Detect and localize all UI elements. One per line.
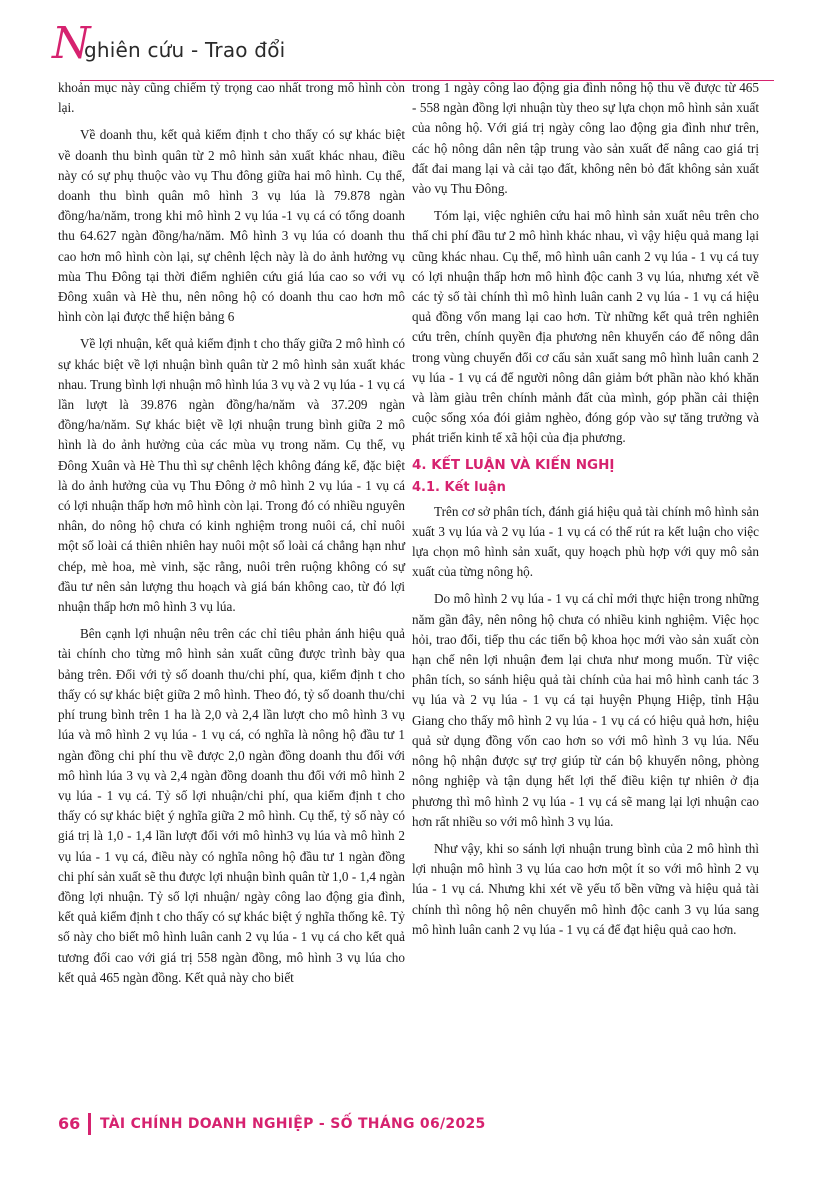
body-paragraph: Bên cạnh lợi nhuận nêu trên các chỉ tiêu phản ánh hiệu quả tài chính cho từng mô hình sản xuất cũng được trình bày qua bảng trên. Đối với tỷ số doanh thu/chi phí, qua, kiểm định t cho thấy có sự khác biệt giữa 2 mô hình. Theo đó, tỷ số doanh thu/chi phí trung bình trên 1 ha là 2,0 và 2,4 lần lượt cho mô hình 3 vụ lúa và mô hình 2 vụ lúa - 1 vụ cá, có nghĩa là nông hộ đầu tư 1 ngàn đồng chi phí thu về được 2,0 ngàn đồng doanh thu đối với mô hình lúa 3 vụ và 2,4 ngàn đồng doanh thu đối với mô hình 2 vụ lúa - 1 vụ cá. Tỷ số lợi nhuận/chi phí, qua kiểm định t cho thấy có sự khác biệt ý nghĩa giữa 2 mô hình. Cụ thể, tỷ số này có giá trị là 1,0 - 1,4 lần lượt đối với mô hình3 vụ lúa và mô hình 2 vụ lúa - 1 vụ cá, điều này có nghĩa nông hộ đầu tư 1 ngàn đồng chi phí sản xuất sẽ thu được lợi nhuận bình quân từ 1,0 - 1,4 ngàn đồng lợi nhuận. Tỷ số lợi nhuận/ ngày công lao động gia đình, kết quả kiểm định t cho thấy có sự khác biệt ý nghĩa thống kê. Tỷ số này cho biết mô hình luân canh 2 vụ lúa - 1 vụ cá cho kết quả tương đối cao với giá trị 558 ngàn đồng, mô hình 3 vụ lúa cho kết quả 465 ngàn đồng. Kết quả này cho biết — [58, 626, 405, 985]
footer-divider — [88, 1113, 91, 1135]
body-paragraph: Do mô hình 2 vụ lúa - 1 vụ cá chỉ mới thực hiện trong những năm gần đây, nên nông hộ chưa có nhiều kinh nghiệm. Việc học hỏi, trao đổi, tiếp thu các tiến bộ khoa học mới vào sản xuất còn hạn chế nên lợi nhuận đem lại chưa như mong muốn. Từ việc phân tích, so sánh hiệu quả tài chính của hai mô hình canh tác 3 vụ lúa và 2 vụ lúa - 1 vụ cá tại huyện Phụng Hiệp, tỉnh Hậu Giang cho thấy mô hình 2 vụ lúa - 1 vụ cá có hiệu quả hơn, hiệu quả sử dụng đồng vốn cao hơn so với mô hình 3 vụ lúa. Nếu nông hộ nhận được sự trợ giúp từ cán bộ khuyến nông, phòng nông nghiệp và tận dụng hết lợi thế điều kiện tự nhiên ở địa phương thì mô hình 2 vụ lúa - 1 vụ cá sẽ mang lại lợi nhuận cao hơn rất nhiều so với mô hình 3 vụ lúa. — [412, 591, 759, 829]
page-number: 66 — [58, 1114, 81, 1133]
page-footer — [58, 1112, 658, 1138]
journal-name: TÀI CHÍNH DOANH NGHIỆP - SỐ THÁNG 06/2025 — [100, 1116, 486, 1132]
body-paragraph: Trên cơ sở phân tích, đánh giá hiệu quả tài chính mô hình sản xuất 3 vụ lúa và 2 vụ lúa - 1 vụ cá có thể rút ra kết luận cho việc lựa chọn mô hình sản xuất, quy hoạch phù hợp với quy mô sản xuất của từng nông hộ. — [412, 503, 759, 580]
section-heading: 4. KẾT LUẬN VÀ KIẾN NGHỊ — [412, 456, 615, 473]
body-paragraph: trong 1 ngày công lao động gia đình nông hộ thu về được từ 465 - 558 ngàn đồng lợi nhuận tùy theo sự lựa chọn mô hình sản xuất của nông hộ. Với giá trị ngày công lao động gia đình như trên, các hộ nông dân nên tập trung vào sản xuất để nâng cao giá trị đất đai mang lại và cải tạo đất, không nên bỏ đất không sản xuất vào vụ Thu Đông. — [412, 80, 759, 197]
left-column — [58, 78, 405, 995]
section-title: ghiên cứu - Trao đổi — [84, 38, 286, 62]
body-paragraph: Về lợi nhuận, kết quả kiểm định t cho thấy giữa 2 mô hình có sự khác biệt về lợi nhuận bình quân từ 2 mô hình sản xuất khác nhau. Trung bình lợi nhuận mô hình lúa 3 vụ và 2 vụ lúa - 1 vụ cá lần lượt là 39.876 ngàn đồng/ha/năm và 37.209 ngàn đồng/ha/năm. Sự khác biệt về lợi nhuận trung bình giữa 2 mô hình là do ảnh hưởng của các mùa vụ trong năm. Cụ thể, vụ Đông Xuân và Hè Thu thì sự chênh lệch không đáng kể, đặc biệt là do ảnh hưởng của vụ Thu Đông ở mô hình 2 vụ lúa - 1 vụ cá có lợi nhuận thấp hơn mô hình còn lại. Trong đó có nhiều nguyên nhân, do nông hộ chưa có kinh nghiệm trong nuôi cá, chỉ nuôi một số loài cá thiên nhiên hay nuôi một số loài cá chẳng hạn như chép, mè hoa, mè vinh, sặc rằng, nuôi trên ruộng không có sự đầu tư nên sản lượng thu hoạch và giá bán không cao, từ đó lợi nhuận thấp hơn mô hình 3 vụ lúa. — [58, 336, 405, 615]
right-column — [412, 78, 759, 947]
body-paragraph: khoản mục này cũng chiếm tỷ trọng cao nhất trong mô hình còn lại. — [58, 80, 405, 116]
body-paragraph: Như vậy, khi so sánh lợi nhuận trung bình của 2 mô hình thì lợi nhuận mô hình 3 vụ lúa cao hơn một ít so với mô hình 2 vụ lúa - 1 vụ cá. Nhưng khi xét về yếu tố bền vững và hiệu quả tài chính thì nông hộ nên chuyển mô hình độc canh 3 vụ lúa sang mô hình luân canh 2 vụ lúa - 1 vụ cá để đạt hiệu quả cao hơn. — [412, 840, 759, 937]
subsection-heading: 4.1. Kết luận — [412, 479, 506, 495]
body-paragraph: Về doanh thu, kết quả kiểm định t cho thấy có sự khác biệt về doanh thu bình quân từ 2 mô hình sản xuất khác nhau, điều này có sự phụ thuộc vào vụ Thu đông giữa hai mô hình. Cụ thể, doanh thu bình quân mô hình 3 vụ lúa là 79.878 ngàn đồng/ha/năm, trong khi mô hình 2 vụ lúa -1 vụ cá có tổng doanh thu 64.627 ngàn đồng/ha/năm. Mô hình 3 vụ lúa có doanh thu cao hơn mô hình còn lại, sự chênh lệch này là do ảnh hưởng vụ mùa Thu Đông tại thời điểm nghiên cứu giá lúa cao so với vụ Đông xuân và Hè thu, nên nông hộ có doanh thu cao hơn mô hình còn lại được thể hiện bảng 6 — [58, 127, 405, 325]
body-paragraph: Tóm lại, việc nghiên cứu hai mô hình sản xuất nêu trên cho thấ chi phí đầu tư 2 mô hình khác nhau, vì vậy hiệu quả mang lại cũng khác nhau. Cụ thể, mô hình uân canh 2 vụ lúa - 1 vụ cá tuy có lợi nhuận thấp hơn mô hình độc canh 3 vụ lúa, nhưng xét về các tỷ số tài chính thì mô hình luân canh 2 vụ lúa - 1 vụ cá hiệu quả đồng vốn mang lại cao hơn. Từ những kết quả trên nghiên cứu trên, chính quyền địa phương nên khuyến cáo để nông dân trong vùng chuyển đổi cơ cấu sản xuất sang mô hình luân canh 2 vụ lúa - 1 vụ cá để người nông dân giảm bớt phần nào khó khăn và làm giàu trên chính mảnh đất của mình, góp phần cải thiện cuộc sống xóa đói giảm nghèo, đóng góp vào sự tăng trưởng và phát triển kinh tế xã hội của địa phương. — [412, 208, 759, 446]
header-initial: N — [52, 18, 91, 69]
page-header — [52, 20, 772, 70]
